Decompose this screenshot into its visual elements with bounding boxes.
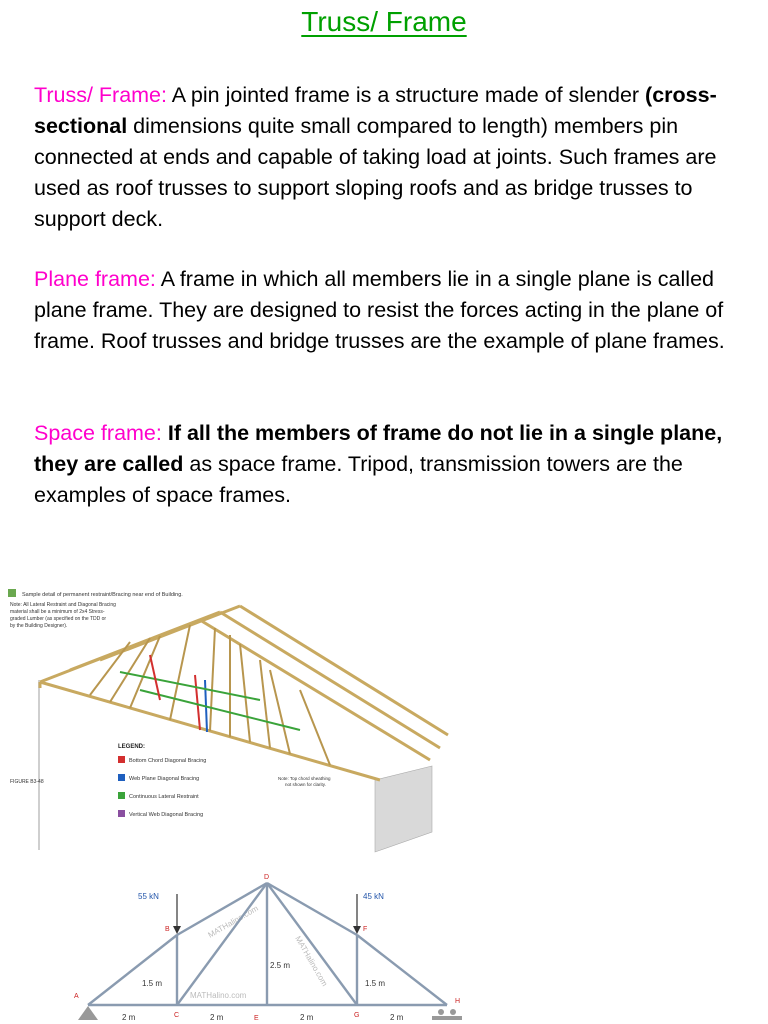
space-frame-definition: [34, 418, 754, 511]
note-header: Sample detail of permanent restraint/Bracing near end of Building.: [22, 592, 183, 598]
joint-c: C: [174, 1012, 180, 1019]
note-line-4: by the Building Designer).: [10, 623, 68, 629]
legend-swatch-4: [118, 810, 125, 817]
legend-swatch-2: [118, 774, 125, 781]
space-frame-bold-text: If all the members of frame do not lie in a single plane, they are called: [34, 421, 723, 476]
span-1: 2 m: [122, 1013, 136, 1022]
truss-definition: [34, 80, 754, 235]
plane-frame-definition: [34, 264, 754, 357]
note-line-2: material shall be a minimum of 2x4 Stress-: [10, 609, 105, 615]
legend-label-1: Bottom Chord Diagonal Bracing: [129, 758, 207, 764]
joint-h: H: [455, 998, 461, 1005]
pin-support-icon: [78, 1006, 98, 1020]
joint-f: F: [363, 926, 368, 933]
legend-title: LEGEND:: [118, 744, 145, 750]
joint-g: G: [354, 1012, 360, 1019]
legend-label-2: Web Plane Diagonal Bracing: [129, 776, 200, 782]
figure-label: FIGURE B3-48: [10, 779, 44, 785]
joint-d: D: [264, 874, 270, 881]
note-marker-icon: [8, 589, 16, 597]
side-note-line-1: Note: Top chord sheathing: [278, 776, 331, 781]
note-line-3: graded Lumber (as specified on the TDD or: [10, 616, 107, 622]
load-label-f: 45 kN: [363, 892, 384, 901]
end-wall: [375, 766, 432, 852]
legend-label-3: Continuous Lateral Restraint: [129, 794, 199, 800]
plane-frame-text: A frame in which all members lie in a single plane is called plane frame. They are designed to resist the forces acting in the plane of frame. Roof trusses and bridge trusses are the example of plane frames.: [34, 267, 725, 353]
truss-label: Truss/ Frame:: [34, 83, 167, 107]
roof-truss-bracing-illustration: [0, 580, 450, 870]
joint-a: A: [74, 993, 79, 1000]
height-mid: 2.5 m: [270, 961, 291, 970]
plane-frame-label: Plane frame:: [34, 267, 156, 291]
truss-text-2: dimensions quite small compared to length) members pin connected at ends and capable of taking load at joints. Such frames are used as roof trusses to support sloping roofs and as bridge trusses to support deck.: [34, 114, 717, 231]
truss-bold-text: (cross-sectional: [34, 83, 717, 138]
legend-swatch-3: [118, 792, 125, 799]
span-3: 2 m: [300, 1013, 314, 1022]
space-frame-label: Space frame:: [34, 421, 162, 445]
left-wall: [38, 680, 40, 850]
watermark-3: MATHalino.com: [190, 991, 247, 1000]
load-label-b: 55 kN: [138, 892, 159, 901]
legend-label-4: Vertical Web Diagonal Bracing: [129, 812, 204, 818]
span-labels: [122, 1013, 404, 1022]
legend-swatch-1: [118, 756, 125, 763]
page-title: Truss/ Frame: [301, 6, 467, 37]
span-2: 2 m: [210, 1013, 224, 1022]
height-left: 1.5 m: [142, 979, 163, 988]
note-line-1: Note: All Lateral Restraint and Diagonal Bracing: [10, 602, 116, 608]
span-4: 2 m: [390, 1013, 404, 1022]
watermark-1: MATHalino.com: [206, 903, 260, 940]
height-right: 1.5 m: [365, 979, 386, 988]
watermark-2: MATHalino.com: [293, 934, 330, 988]
space-frame-text: as space frame. Tripod, transmission towers are the examples of space frames.: [34, 452, 683, 507]
joint-e: E: [254, 1015, 259, 1022]
joint-b: B: [165, 926, 170, 933]
roller-support-icon: [438, 1009, 444, 1015]
truss-diagram: [60, 868, 480, 1024]
truss-text-1: A pin jointed frame is a structure made of slender: [167, 83, 646, 107]
side-note-line-2: not shown for clarity.: [285, 782, 326, 787]
